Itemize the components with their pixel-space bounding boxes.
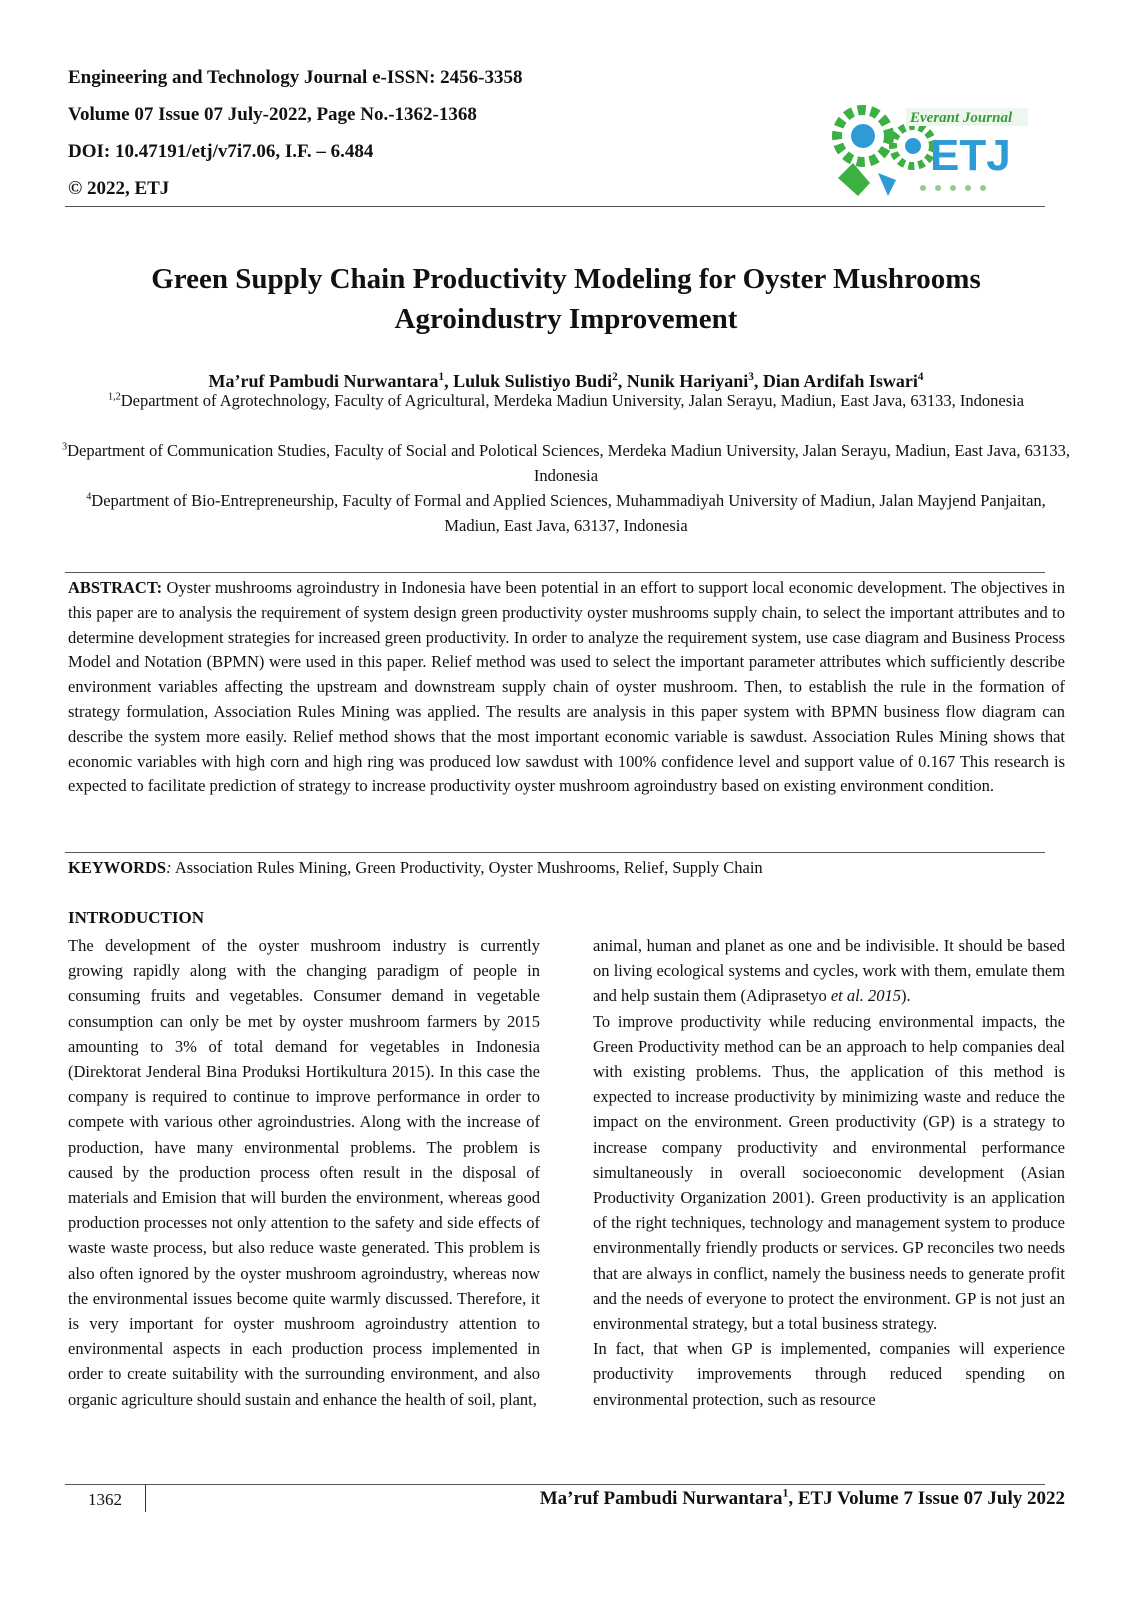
etj-logo <box>818 88 1033 203</box>
affiliation-sup: 3 <box>61 441 68 453</box>
author-name: Luluk Sulistiyo Budi <box>453 371 613 391</box>
affiliation-text: Department of Bio-Entrepreneurship, Faculty of Formal and Applied Sciences, Muhammadiyah University of Madiun, Jalan Mayjend Panjaitan, Madiun, East Java, 63137, Indonesia <box>91 491 1046 535</box>
paragraph: To improve productivity while reducing environmental impacts, the Green Productivity method can be an approach to help companies deal with existing problems. Thus, the application of this method is expected to increase productivity by minimizing waste and reduce the impact on the environment. Green productivity (GP) is a strategy to increase company productivity and environmental performance simultaneously in overall socioeconomic development (Asian Productivity Organization 2001). Green productivity is an application of the right techniques, technology and management system to produce environmentally friendly products or services. GP reconciles two needs that are always in conflict, namely the business needs to generate profit and the needs of everyone to protect the environment. GP is not just an environmental strategy, but a total business strategy. <box>593 1011 1065 1334</box>
keywords-text: Association Rules Mining, Green Productivity, Oyster Mushrooms, Relief, Supply Chain <box>171 858 763 877</box>
paragraph <box>593 933 1065 1009</box>
affiliation-text: Department of Agrotechnology, Faculty of Agricultural, Merdeka Madiun University, Jalan Serayu, Madiun, East Java, 63133, Indonesia <box>120 391 1025 410</box>
journal-copyright: © 2022, ETJ <box>68 178 170 199</box>
title-line: Agroindustry Improvement <box>394 303 738 335</box>
footer-author: Ma’ruf Pambudi Nurwantara <box>539 1488 783 1509</box>
author-name: Ma’ruf Pambudi Nurwantara <box>208 371 439 391</box>
affiliation <box>60 438 1072 488</box>
author-name: Dian Ardifah Iswari <box>762 371 918 391</box>
footer-author-sup: 1 <box>782 1486 789 1500</box>
abstract <box>68 576 1065 799</box>
abstract-label: ABSTRACT: <box>68 578 163 597</box>
svg-text:ETJ: ETJ <box>930 131 1011 180</box>
paragraph: In fact, that when GP is implemented, companies will experience productivity improvements through reduced spending on environmental protection, such as resource <box>593 1339 1065 1409</box>
header-rule <box>65 206 1045 207</box>
keywords <box>68 857 1065 879</box>
author-separator: , <box>444 371 454 391</box>
affiliation-sup: 1,2 <box>107 391 121 403</box>
paragraph: The development of the oyster mushroom industry is currently growing rapidly along with the changing paradigm of people in consuming fruits and vegetables. Consumer demand in vegetable consumption can only be met by oyster mushroom farmers by 2015 amounting to 3% of total demand for vegetables in Indonesia (Direktorat Jenderal Bina Produksi Hortikultura 2015). In this case the company is required to continue to improve performance in order to compete with various other agroindustries. Along with the increase of production, have many environmental problems. The problem is caused by the production process often result in the disposal of materials and Emision that will burden the environment, whereas good production processes not only attention to the safety and side effects of waste waste process, but also reduce waste generated. This problem is also often ignored by the oyster mushroom agroindustry, whereas now the environmental issues become quite warmly discussed. Therefore, it is very important for oyster mushroom agroindustry attention to environmental aspects in each production process implemented in order to create suitability with the surrounding environment, and also organic agriculture should sustain and enhance the health of soil, plant, <box>68 936 540 1409</box>
page-number: 1362 <box>88 1490 122 1509</box>
section-heading: INTRODUCTION <box>68 908 205 927</box>
abstract-text: Oyster mushrooms agroindustry in Indonesia have been potential in an effort to support local economic development. The objectives in this paper are to analysis the requirement of system design green productivity oyster mushrooms supply chain, to select the important attributes and to determine development strategies for increased green productivity. In order to analyze the requirement system, use case diagram and Business Process Model and Notation (BPMN) were used in this paper. Relief method was used to select the important parameter attributes which sufficiently describe environment variables affecting the upstream and downstream supply chain of oyster mushroom. Then, to establish the rule in the formation of strategy formulation, Association Rules Mining was applied. The results are analysis in this paper system with BPMN business flow diagram can describe the system more easily. Relief method shows that the most important economic variable is sawdust. Association Rules Mining shows that economic variables with high corn and high ring was produced low sawdust with 100% confidence level and support value of 0.167 This research is expected to facilitate prediction of strategy to increase productivity oyster mushroom agroindustry based on existing environment condition. <box>68 578 1065 796</box>
footer-rule <box>65 1484 1045 1485</box>
paper-title <box>70 259 1062 339</box>
affiliation-text: Department of Communication Studies, Faculty of Social and Polotical Sciences, Merdeka Madiun University, Jalan Serayu, Madiun, East Java, 63133, Indonesia <box>67 441 1071 485</box>
paragraph-text: ). <box>900 986 911 1006</box>
title-line: Green Supply Chain Productivity Modeling for Oyster Mushrooms <box>151 263 981 295</box>
footer-journal: , ETJ Volume 7 Issue 07 July 2022 <box>788 1488 1065 1509</box>
affiliation-sup: 4 <box>86 491 92 503</box>
right-column <box>593 933 1065 1412</box>
keywords-colon: : <box>166 858 172 877</box>
author-sup: 2 <box>612 371 618 383</box>
author-name: Nunik Hariyani <box>626 371 749 391</box>
journal-name: Engineering and Technology Journal e-ISSN: 2456-3358 <box>68 67 523 88</box>
footer-divider <box>145 1484 146 1512</box>
author-separator: , <box>617 371 627 391</box>
svg-text:Everant Journal: Everant Journal <box>910 110 1013 126</box>
affiliation <box>60 388 1072 413</box>
abstract-top-rule <box>65 572 1045 573</box>
left-column <box>68 933 540 1412</box>
paragraph-text: animal, human and planet as one and be indivisible. It should be based on living ecological systems and cycles, work with them, emulate them and help sustain them (Adiprasetyo <box>593 936 1065 1006</box>
running-footer <box>540 1488 1065 1510</box>
affiliation <box>60 488 1072 538</box>
citation-italic: et al. 2015 <box>830 986 901 1006</box>
keywords-label: KEYWORDS <box>68 858 167 877</box>
author-sup: 3 <box>748 371 754 383</box>
journal-volume: Volume 07 Issue 07 July-2022, Page No.-1362-1368 <box>68 104 477 125</box>
author-sup: 1 <box>438 371 445 383</box>
abstract-bottom-rule <box>65 852 1045 853</box>
author-separator: , <box>753 371 763 391</box>
author-sup: 4 <box>917 371 924 383</box>
journal-doi: DOI: 10.47191/etj/v7i7.06, I.F. – 6.484 <box>68 141 374 162</box>
